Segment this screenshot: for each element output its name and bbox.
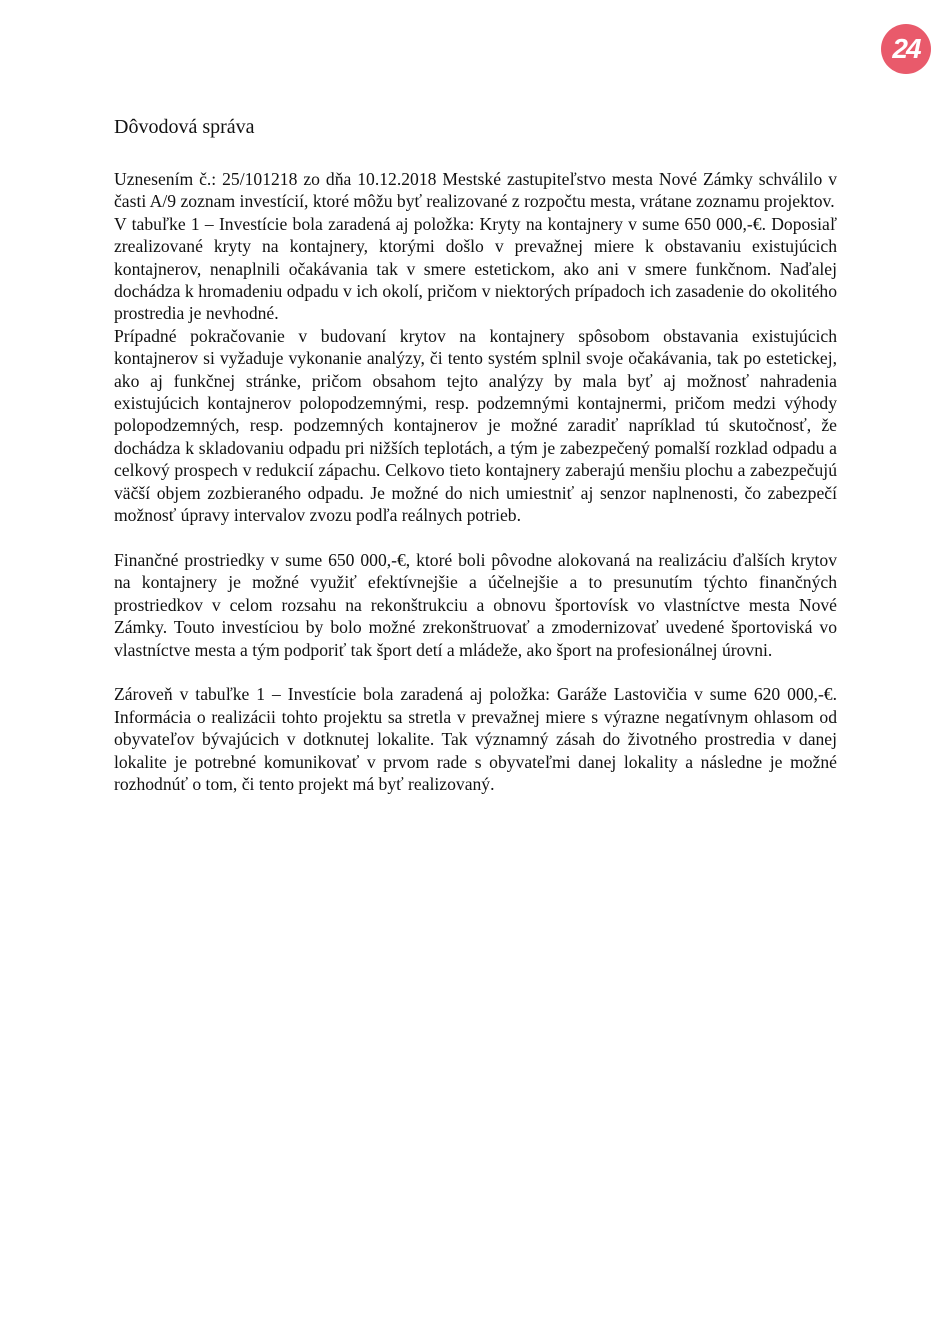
document-title: Dôvodová správa xyxy=(114,116,255,138)
paragraph-container-covers: V tabuľke 1 – Investície bola zaradená aj položka: Kryty na kontajnery v sume 650 000,-€. Doposiaľ zrealizované kryty na kontajnery, ktorými došlo v prevažnej miere k obstavaniu existujúcich kontajnerov, nenaplnili očakávania tak v smere estetickom, ako ani v smere funkčnom. Naďalej dochádza k hromadeniu odpadu v ich okolí, pričom v niektorých prípadoch ich zasadenie do okolitého prostredia je nevhodné. xyxy=(114,213,837,324)
site-logo-24 xyxy=(881,24,931,74)
paragraph-garages: Zároveň v tabuľke 1 – Investície bola zaradená aj položka: Garáže Lastovičia v sume 620 000,-€. Informácia o realizácii tohto projektu sa stretla v prevažnej miere s výrazne negatívnym ohlasom od obyvateľov bývajúcich v dotknutej lokalite. Tak významný zásah do životného prostredia v danej lokalite je potrebné komunikovať v prvom rade s obyvateľmi danej lokality a následne je možné rozhodnúť o tom, či tento projekt má byť realizovaný. xyxy=(114,684,837,794)
document-body xyxy=(114,112,837,795)
paragraph-funds-reallocation: Finančné prostriedky v sume 650 000,-€, ktoré boli pôvodne alokovaná na realizáciu ďalších krytov na kontajnery je možné využiť efektívnejšie a účelnejšie a to presunutím týchto finančných prostriedkov v celom rozsahu na rekonštrukciu a obnovu športovísk vo vlastníctve mesta Nové Zámky. Touto investíciou by bolo možné zrekonštruovať a zmodernizovať uvedené športoviská vo vlastníctve mesta a tým podporiť tak šport detí a mládeže, ako šport na profesionálnej úrovni. xyxy=(114,549,837,660)
paragraph-resolution: Uznesením č.: 25/101218 zo dňa 10.12.2018 Mestské zastupiteľstvo mesta Nové Zámky schválilo v časti A/9 zoznam investícií, ktoré môžu byť realizované z rozpočtu mesta, vrátane zoznamu projektov. xyxy=(114,169,837,212)
paragraph-analysis: Prípadné pokračovanie v budovaní krytov na kontajnery spôsobom obstavania existujúcich kontajnerov si vyžaduje vykonanie analýzy, či tento systém splnil svoje očakávania, tak po estetickej, ako aj funkčnej stránke, pričom obsahom tejto analýzy by mala byť aj možnosť nahradenia existujúcich kontajnerov polopodzemnými, resp. podzemnými kontajnermi, pričom medzi výhody polopodzemných, resp. podzemných kontajnerov je možné zaradiť napríklad tú skutočnosť, že dochádza k skladovaniu odpadu pri nižších teplotách, a tým je zabezpečený pomalší rozklad odpadu a celkový prospech v redukcií zápachu. Celkovo tieto kontajnery zaberajú menšiu plochu a zabezpečujú väčší objem zozbieraného odpadu. Je možné do nich umiestniť aj senzor naplnenosti, čo zabezpečí možnosť úpravy intervalov zvozu podľa reálnych potrieb. xyxy=(114,325,837,526)
logo-text: 24 xyxy=(892,33,920,64)
